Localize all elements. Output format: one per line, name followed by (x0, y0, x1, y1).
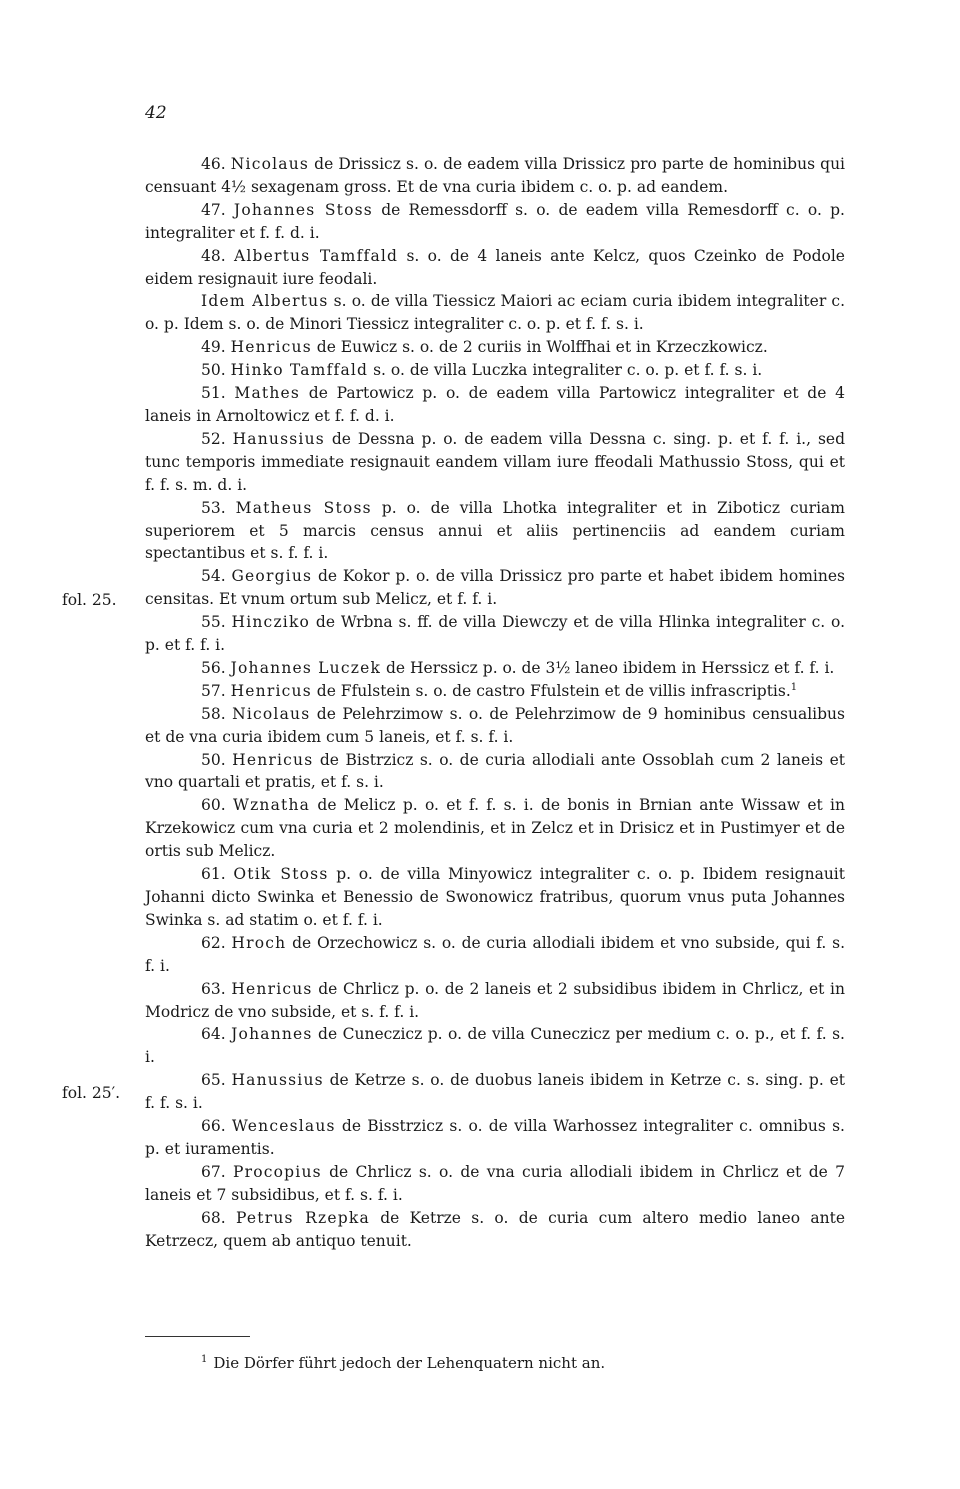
entry-number: 66. (201, 1117, 226, 1136)
entry-number: 64. (201, 1025, 226, 1044)
entry-person: Procopius (232, 1162, 322, 1181)
entry-text: de Kokor p. o. de villa Drissicz pro parte et habet ibidem homines censitas. Et vnum ortum sub Melicz, et f. f. i. (145, 567, 845, 609)
page-number: 42 (145, 103, 167, 123)
entry-text: s. o. de 4 laneis ante Kelcz, quos Czeinko de Podole eidem resignauit iure feodali. (145, 246, 845, 288)
entry-number: 50. (201, 750, 226, 769)
entry-number: 61. (201, 865, 226, 884)
footnote-reference: 1 (790, 681, 798, 693)
entry-person: Johannes (231, 1025, 313, 1044)
entry-text: de Bistrzicz s. o. de curia allodiali ante Ossoblah cum 2 laneis et vno quartali et pratis, et f. s. i. (145, 750, 845, 792)
entry-text: de Bisstrzicz s. o. de villa Warhossez integraliter c. omnibus s. p. et iuramentis. (145, 1117, 845, 1158)
entry-47 (145, 199, 845, 245)
entry-person: Hincziko (231, 613, 311, 632)
entry-text: s. o. de villa Tiessicz Maiori ac eciam curia ibidem integraliter c. o. p. Idem s. o. de Minori Tiessicz integraliter c. o. p. et f. f. s. i. (145, 292, 845, 334)
entry-text: de Orzechowicz s. o. de curia allodiali ibidem et vno subside, qui f. s. f. i. (145, 933, 845, 975)
entry-67 (145, 1161, 845, 1207)
entry-number: 49. (201, 338, 226, 357)
footnote-text: Die Dörfer führt jedoch der Lehenquatern nicht an. (213, 1354, 606, 1372)
entry-62 (145, 932, 845, 978)
entry-48 (145, 245, 845, 291)
entry-person: Nicolaus (232, 704, 311, 723)
footnote (201, 1352, 605, 1374)
entry-63 (145, 978, 845, 1024)
entry-52 (145, 428, 845, 497)
entry-number: 54. (201, 567, 226, 586)
entry-number: 52. (201, 429, 226, 448)
entry-59 (145, 749, 845, 795)
entry-text: de Ffulstein s. o. de castro Ffulstein et de villis infrascriptis. (311, 681, 791, 700)
entry-64 (145, 1023, 845, 1069)
entry-54 (145, 565, 845, 611)
entry-person: Otik Stoss (233, 865, 329, 884)
entry-text: de Melicz p. o. et f. f. s. i. de bonis in Brnian ante Wissaw et in Krzekowicz cum vna curia et 2 molendinis, et in Zelcz et in Drisicz et in Pustimyer et de ortis sub Melicz. (145, 796, 845, 861)
entry-text: de Drissicz s. o. de eadem villa Drissicz pro parte de hominibus qui censuant 4½ sexagenam gross. Et de vna curia ibidem c. o. p. ad eandem. (145, 155, 846, 196)
entry-number: 53. (201, 498, 226, 517)
footnote-mark: 1 (201, 1354, 208, 1365)
entry-person: Hroch (231, 933, 287, 952)
entry-person: Albertus Tamffald (233, 246, 399, 265)
entry-person: Johannes Luczek (230, 658, 382, 677)
entry-58 (145, 703, 845, 749)
entry-number: 50. (201, 361, 226, 380)
margin-note-fol-25v: fol. 25′. (62, 1084, 121, 1102)
document-body (145, 153, 845, 1253)
entry-49 (145, 336, 845, 359)
entry-number: 65. (201, 1071, 226, 1090)
entry-person: Henricus (232, 750, 314, 769)
entry-68 (145, 1207, 845, 1253)
entry-number: 51. (201, 384, 226, 403)
entry-person: Johannes Stoss (233, 200, 373, 219)
entry-number: 47. (201, 200, 226, 219)
entry-text: de Partowicz p. o. de eadem villa Partowicz integraliter et de 4 laneis in Arnoltowicz et f. f. d. i. (145, 384, 845, 425)
entry-66 (145, 1115, 845, 1161)
entry-person: Georgius (231, 567, 313, 586)
entry-text: de Wrbna s. ff. de villa Diewczy et de villa Hlinka integraliter c. o. p. et f. f. i. (145, 613, 845, 655)
entry-50 (145, 359, 845, 382)
entry-person: Nicolaus (230, 155, 310, 173)
entry-person: Wznatha (232, 796, 311, 815)
entry-person: Hanussius (231, 1071, 324, 1090)
entry-text: de Euwicz s. o. de 2 curiis in Wolffhai et in Krzeczkowicz. (311, 338, 768, 357)
footnote-divider (145, 1336, 250, 1337)
entry-55 (145, 611, 845, 657)
entry-number: 56. (201, 658, 226, 677)
entry-number: 62. (201, 933, 226, 952)
entry-60 (145, 794, 845, 863)
margin-note-fol-25: fol. 25. (62, 591, 117, 609)
entry-48-idem (145, 290, 845, 336)
entry-person: Hanussius (232, 429, 325, 448)
entry-person: Idem Albertus (201, 292, 329, 311)
entry-number: 63. (201, 979, 226, 998)
entry-text: p. o. de villa Lhotka integraliter et in Ziboticz curiam superiorem et 5 marcis census annui et aliis pertinenciis ad eandem curiam spectantibus et s. f. f. i. (145, 498, 845, 563)
entry-person: Mathes (234, 384, 301, 403)
entry-text: de Chrlicz s. o. de vna curia allodiali ibidem in Chrlicz et de 7 laneis et 7 subsidibus, et f. s. f. i. (145, 1162, 846, 1204)
entry-number: 46. (201, 155, 226, 173)
entry-person: Matheus Stoss (235, 498, 372, 517)
entry-number: 68. (201, 1208, 226, 1227)
entry-text: s. o. de villa Luczka integraliter c. o. p. et f. f. s. i. (368, 361, 763, 380)
entry-person: Henricus (230, 681, 312, 700)
entry-53 (145, 497, 845, 566)
entry-person: Henricus (231, 979, 313, 998)
entry-61 (145, 863, 845, 932)
entry-text: de Chrlicz p. o. de 2 laneis et 2 subsidibus ibidem in Chrlicz, et in Modricz de vno subside, et s. f. f. i. (145, 979, 845, 1021)
entry-person: Henricus (230, 338, 312, 357)
entry-65 (145, 1069, 845, 1115)
entry-number: 60. (201, 796, 226, 815)
entry-text: de Ketrze s. o. de duobus laneis ibidem in Ketrze c. s. sing. p. et f. f. s. i. (145, 1071, 845, 1113)
entry-text: de Cuneczicz p. o. de villa Cuneczicz per medium c. o. p., et f. f. s. i. (145, 1025, 845, 1067)
entry-text: de Herssicz p. o. de 3½ laneo ibidem in Herssicz et f. f. i. (381, 658, 835, 677)
entry-56 (145, 657, 845, 680)
entry-number: 58. (201, 704, 226, 723)
entry-number: 55. (201, 613, 226, 632)
entry-person: Hinko Tamffald (230, 361, 369, 380)
entry-person: Petrus Rzepka (235, 1208, 370, 1227)
entry-text: de Ketrze s. o. de curia cum altero medio laneo ante Ketrzecz, quem ab antiquo tenuit. (145, 1208, 845, 1250)
entry-51 (145, 382, 845, 428)
entry-text: de Pelehrzimow s. o. de Pelehrzimow de 9 hominibus censualibus et de vna curia ibidem cum 5 laneis, et f. s. f. i. (145, 704, 845, 746)
entry-number: 48. (201, 246, 226, 265)
entry-number: 67. (201, 1162, 226, 1181)
entry-number: 57. (201, 681, 226, 700)
entry-text: de Remessdorff s. o. de eadem villa Remesdorff c. o. p. integraliter et f. f. d. i. (145, 200, 845, 242)
entry-text: p. o. de villa Minyowicz integraliter c. o. p. Ibidem resignauit Johanni dicto Swinka et Benessio de Swonowicz fratribus, quorum vnus puta Johannes Swinka s. ad statim o. et f. f. i. (145, 865, 845, 929)
entry-46 (145, 153, 845, 199)
entry-person: Wenceslaus (231, 1117, 336, 1136)
entry-57 (145, 680, 845, 703)
entry-text: de Dessna p. o. de eadem villa Dessna c. sing. p. et f. f. i., sed tunc temporis immediate resignauit eandem villam iure ffeodali Mathussio Stoss, qui et f. f. s. m. d. i. (145, 429, 845, 494)
